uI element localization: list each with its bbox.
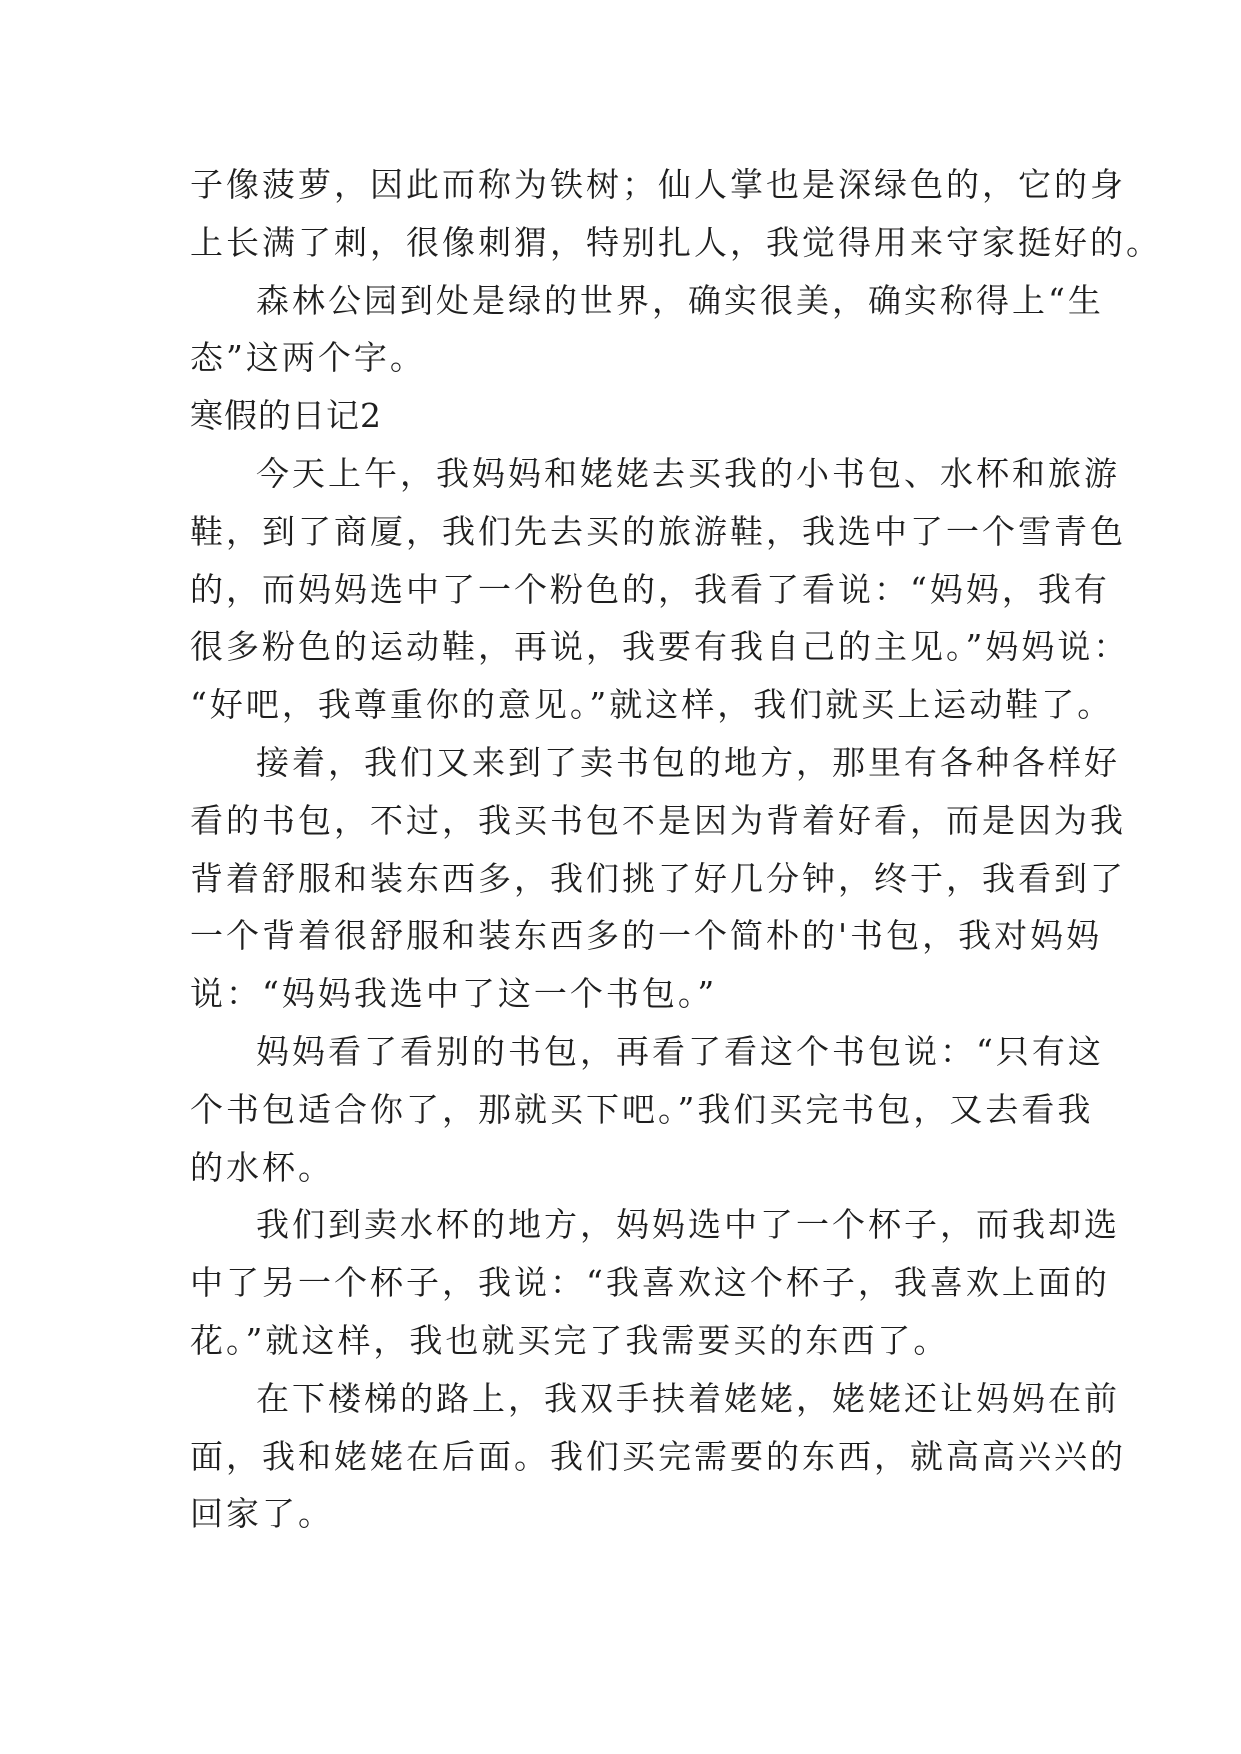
text-line: 中了另一个杯子，我说：“我喜欢这个杯子，我喜欢上面的 — [190, 1263, 1110, 1303]
text-line: 鞋，到了商厦，我们先去买的旅游鞋，我选中了一个雪青色 — [190, 511, 1126, 551]
text-line: 今天上午，我妈妈和姥姥去买我的小书包、水杯和旅游 — [256, 453, 1120, 493]
text-line: 森林公园到处是绿的世界，确实很美，确实称得上“生 — [256, 280, 1104, 320]
text-line: 在下楼梯的路上，我双手扶着姥姥，姥姥还让妈妈在前 — [256, 1378, 1120, 1418]
text-line: 我们到卖水杯的地方，妈妈选中了一个杯子，而我却选 — [256, 1205, 1120, 1245]
text-line: 子像菠萝，因此而称为铁树；仙人掌也是深绿色的，它的身 — [190, 165, 1126, 204]
document-body — [190, 156, 1162, 1543]
text-line: 妈妈看了看别的书包，再看了看这个书包说：“只有这 — [256, 1031, 1104, 1071]
text-line: 很多粉色的运动鞋，再说，我要有我自己的主见。”妈妈说： — [190, 627, 1130, 667]
text-line: 背着舒服和装东西多，我们挑了好几分钟，终于，我看到了 — [190, 858, 1126, 898]
section-heading: 寒假的日记2 — [190, 396, 382, 436]
text-line: 回家了。 — [190, 1494, 334, 1534]
text-line: 接着，我们又来到了卖书包的地方，那里有各种各样好 — [256, 742, 1120, 782]
text-line: 面，我和姥姥在后面。我们买完需要的东西，就高高兴兴的 — [190, 1436, 1126, 1476]
text-line: 看的书包，不过，我买书包不是因为背着好看，而是因为我 — [190, 800, 1126, 840]
text-line: 个书包适合你了，那就买下吧。”我们买完书包，又去看我 — [190, 1089, 1094, 1129]
text-line: 上长满了刺，很像刺猬，特别扎人，我觉得用来守家挺好的。 — [190, 222, 1162, 262]
text-line: 的，而妈妈选中了一个粉色的，我看了看说：“妈妈，我有 — [190, 569, 1110, 609]
text-line: 一个背着很舒服和装东西多的一个简朴的'书包，我对妈妈 — [190, 916, 1103, 956]
text-line: 说：“妈妈我选中了这一个书包。” — [190, 974, 718, 1014]
text-line: 花。”就这样，我也就买完了我需要买的东西了。 — [190, 1320, 950, 1360]
text-line: 的水杯。 — [190, 1147, 334, 1187]
text-line: 态”这两个字。 — [190, 338, 426, 378]
text-line: “好吧，我尊重你的意见。”就这样，我们就买上运动鞋了。 — [190, 685, 1114, 725]
